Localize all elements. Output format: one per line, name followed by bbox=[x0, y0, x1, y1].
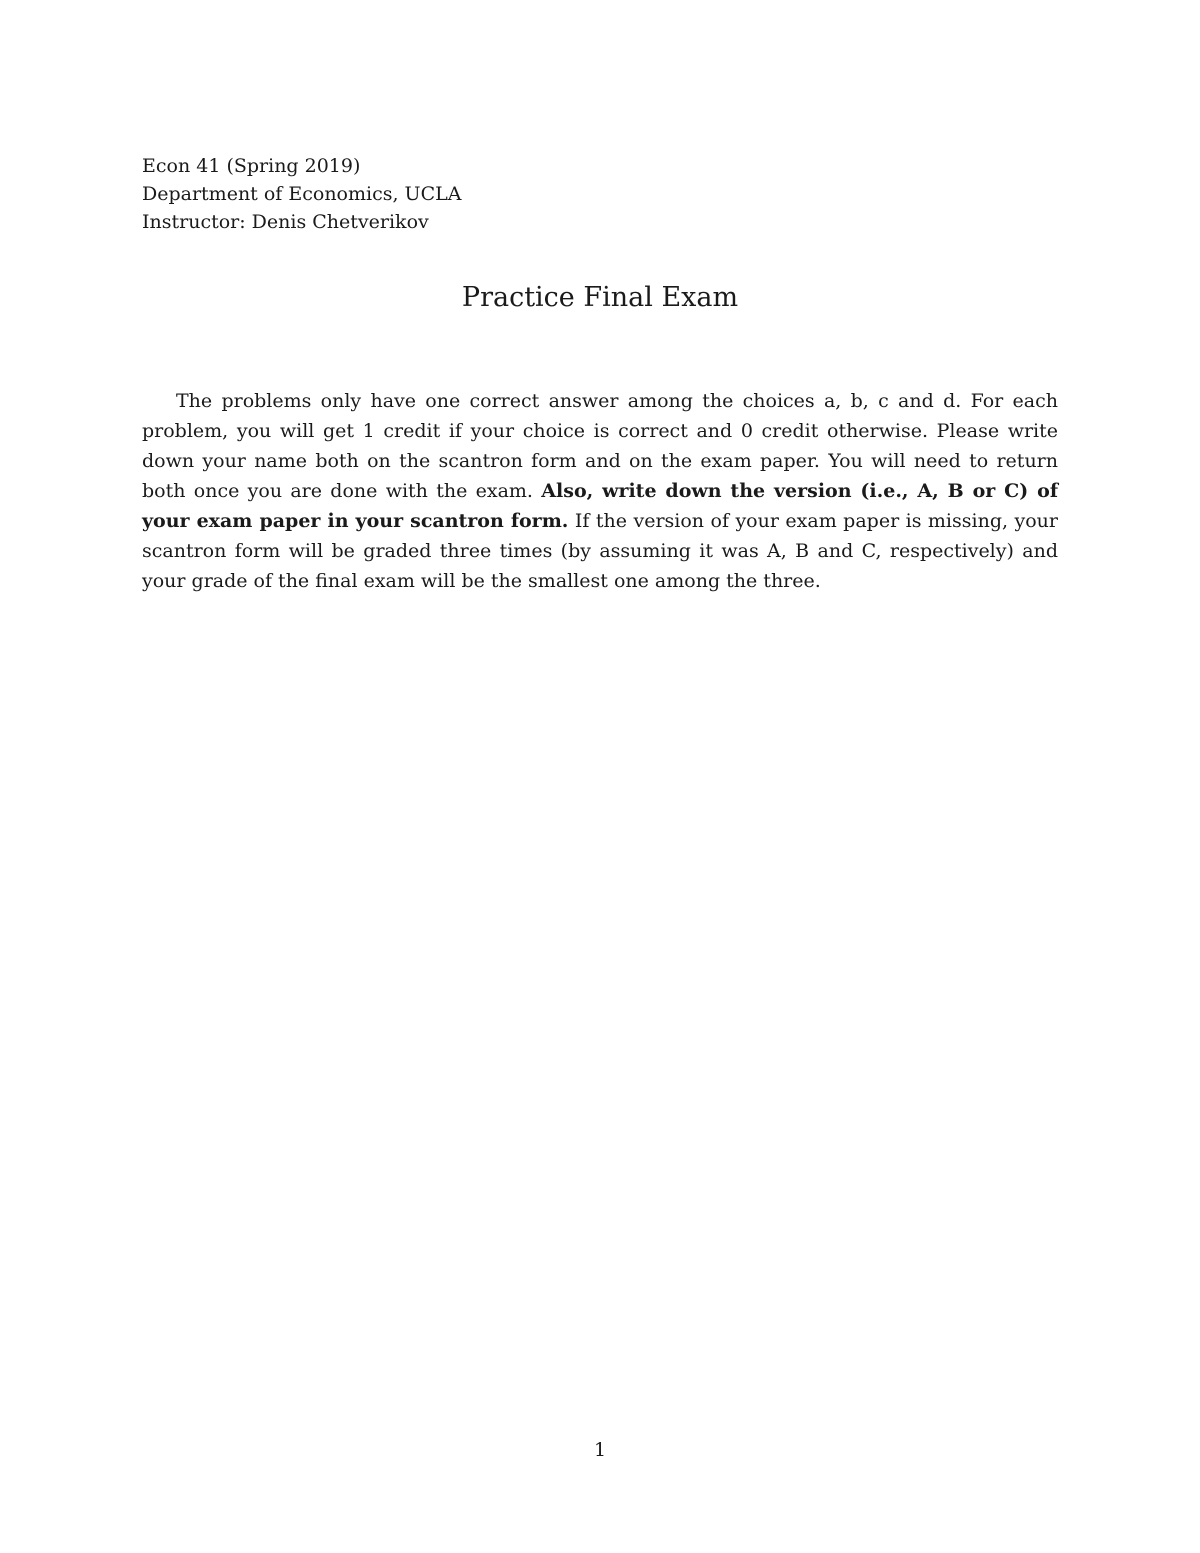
course-name: Econ 41 (Spring 2019) bbox=[142, 155, 361, 177]
instructions-intro: The problems only have one correct answer among the choices a, b, c and d. For each problem, you will get 1 credit if your choice is correct and 0 credit otherwise. Please write down your name both on the scantron form and on the exam paper. You will need to return both once you are done with the exam. bbox=[142, 390, 1058, 502]
exam-instructions bbox=[142, 386, 1058, 596]
page-number: 1 bbox=[593, 1439, 607, 1461]
course-header bbox=[142, 152, 461, 236]
instructions-emphasis: Also, write down the version (i.e., A, B or C) of your exam paper in your scantron form. bbox=[142, 480, 1058, 532]
instructor-name: Instructor: Denis Chetverikov bbox=[142, 211, 429, 233]
department-name: Department of Economics, UCLA bbox=[142, 183, 462, 205]
instructions-closing: If the version of your exam paper is missing, your scantron form will be graded three times (by assuming it was A, B and C, respectively) and your grade of the final exam will be the smallest one among the three. bbox=[142, 510, 1058, 592]
page-title: Practice Final Exam bbox=[461, 282, 739, 313]
